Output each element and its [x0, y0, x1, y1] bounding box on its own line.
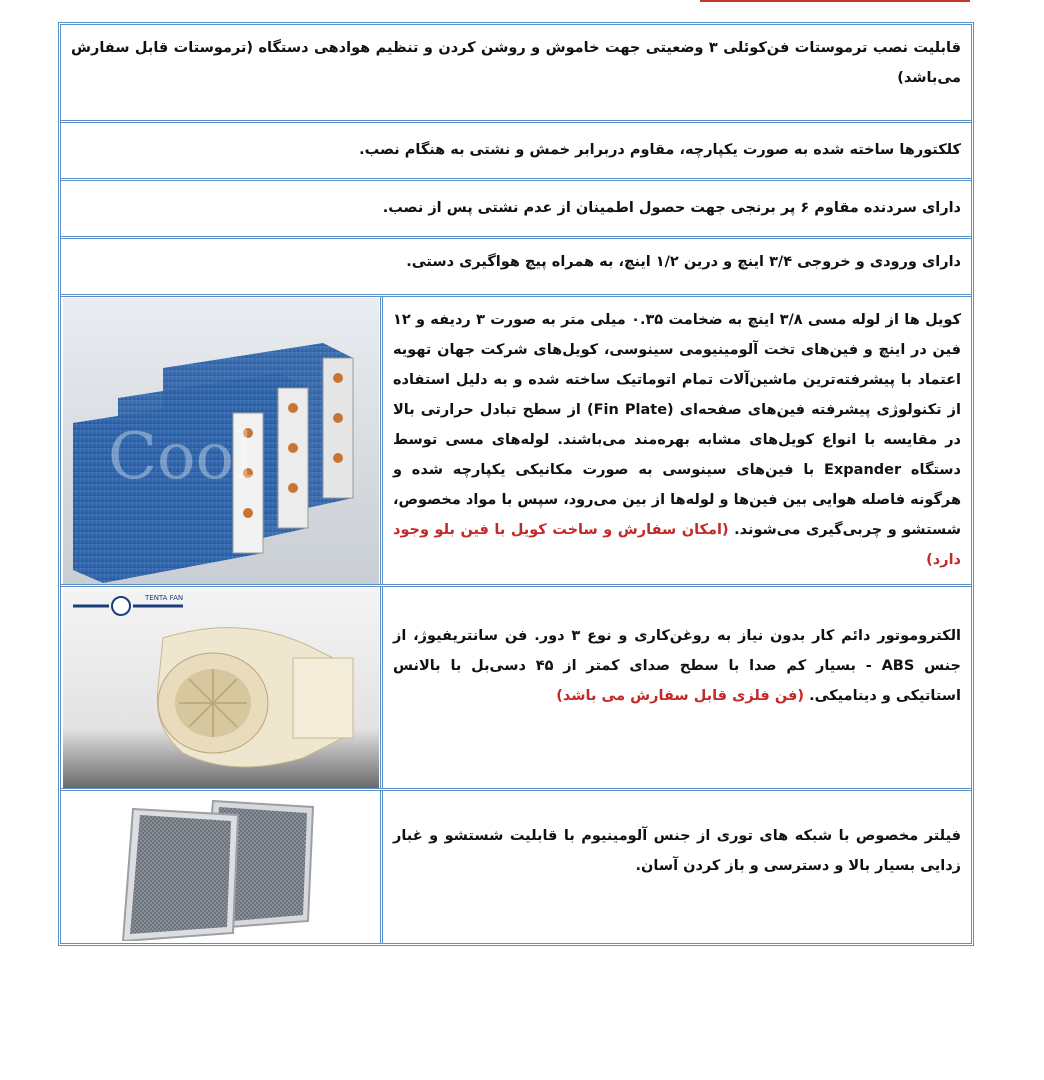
coil-image: [63, 298, 379, 584]
table-row: [61, 181, 971, 239]
spec-thread: دارای سردنده مقاوم ۶ پر برنجی جهت حصول اطمینان از عدم نشتی پس از نصب.: [382, 200, 961, 216]
coil-note: (امکان سفارش و ساخت کویل با فین بلو وجود دارد): [393, 522, 961, 568]
spec-inlet-outlet: دارای ورودی و خروجی ۳/۴ اینچ و درین ۱/۲ اینچ، به همراه پیچ هواگیری دستی.: [406, 254, 961, 270]
coil-image-cell: [61, 297, 383, 584]
table-row: [61, 25, 971, 123]
coil-text-b: ) از سطح تبادل حرارتی بالا در مقایسه با انواع کویل‌های مشابه بهره‌مند می‌باشند. لوله‌های مسی توسط دستگاه: [393, 402, 961, 478]
motor-text-b: - بسیار کم صدا با سطح صدای کمتر از ۴۵ دسی‌بل با بالانس استاتیکی و دینامیکی.: [393, 658, 961, 704]
motor-note: (فن فلزی قابل سفارش می باشد): [556, 688, 805, 704]
table-row: [61, 123, 971, 181]
table-row: [61, 297, 971, 587]
coil-text-a: کویل ها از لوله مسی ۳/۸ اینچ به ضخامت ۰.۳۵ میلی متر به صورت ۳ ردیفه و ۱۲ فین در اینچ و فین‌های تخت آلومینیومی سینوسی، کویل‌های شرکت جهان تهویه اعتماد با پیشرفته‌ترین ماشین‌آلات تمام اتوماتیک ساخته شده و به دلیل استفاده از تکنولوژی پیشرفته فین‌های صفحه‌ای (: [393, 312, 961, 418]
svg-text:TENTA FAN: TENTA FAN: [144, 593, 183, 602]
spec-filter: فیلتر مخصوص با شبکه های توری از جنس آلومینیوم با قابلیت شستشو و غبار زدایی بسیار بالا و دسترسی و باز کردن آسان.: [393, 828, 961, 874]
coil-text-c: با فین‌های سینوسی به صورت مکانیکی یکپارچه شده و هرگونه فاصله هوایی بین فین‌ها و لوله‌ها از بین می‌رود، سپس با مواد مخصوص، شستشو و چربی‌گیری می‌شوند.: [393, 462, 961, 538]
motor-text-a: الکتروموتور دائم کار بدون نیاز به روغن‌کاری و نوع ۳ دور. فن سانتریفیوژ، از جنس: [393, 628, 961, 674]
table-row: [61, 587, 971, 791]
spec-collectors: کلکتورها ساخته شده به صورت یکپارچه، مقاوم دربرابر خمش و نشتی به هنگام نصب.: [359, 142, 961, 158]
spec-coil: [383, 297, 971, 584]
watermark: Cool: [107, 419, 254, 494]
top-rule: [700, 0, 970, 2]
table-row: [61, 239, 971, 297]
motor-image-cell: [61, 587, 383, 788]
fan-image: [63, 588, 379, 788]
coil-expander: Expander: [824, 462, 902, 478]
spec-table: [58, 22, 974, 946]
spec-motor: [383, 587, 971, 788]
filter-image: [63, 793, 379, 941]
table-row: [61, 791, 971, 943]
filter-image-cell: [61, 791, 383, 943]
coil-fin-plate: Fin Plate: [593, 402, 668, 418]
motor-abs: ABS: [881, 658, 915, 674]
spec-thermostat: قابلیت نصب ترموستات فن‌کوئلی ۳ وضعیتی جهت خاموش و روشن کردن و تنظیم هوادهی دستگاه (ترموستات قابل سفارش می‌باشد): [71, 40, 961, 86]
